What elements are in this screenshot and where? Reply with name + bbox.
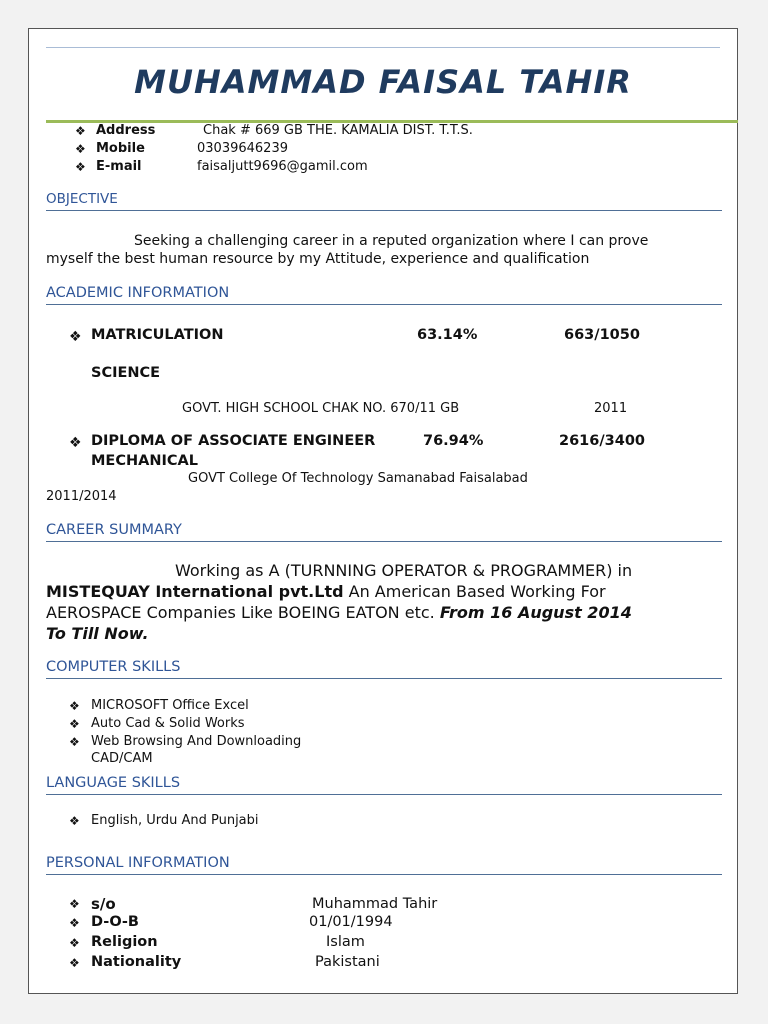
address-label: Address: [96, 123, 156, 138]
mobile-value: 03039646239: [197, 141, 288, 156]
nationality-value: Pakistani: [315, 954, 380, 970]
diploma-percent: 76.94%: [423, 433, 484, 449]
objective-text-line2: myself the best human resource by my Attitude, experience and qualification: [46, 251, 590, 267]
career-heading: CAREER SUMMARY: [46, 522, 722, 542]
mobile-label: Mobile: [96, 141, 145, 156]
bullet-icon: ❖: [69, 717, 80, 731]
bullet-icon: ❖: [69, 916, 80, 930]
top-divider: [46, 47, 720, 48]
career-line1: Working as A (TURNNING OPERATOR & PROGRAMMER) in: [175, 561, 633, 580]
email-value[interactable]: faisaljutt9696@gamil.com: [197, 159, 368, 174]
matric-percent: 63.14%: [417, 327, 478, 343]
address-value: Chak # 669 GB THE. KAMALIA DIST. T.T.S.: [203, 123, 473, 138]
bullet-icon: ❖: [75, 142, 86, 156]
diploma-marks: 2616/3400: [559, 433, 646, 449]
computer-skill-item: MICROSOFT Office Excel: [91, 698, 249, 713]
so-label: s/o: [91, 895, 116, 913]
bullet-icon: ❖: [75, 160, 86, 174]
bullet-icon: ❖: [69, 435, 82, 451]
diploma-school: GOVT College Of Technology Samanabad Faisalabad: [188, 471, 528, 486]
career-line2: [46, 582, 606, 601]
bullet-icon: ❖: [69, 956, 80, 970]
matric-marks: 663/1050: [564, 327, 640, 343]
nationality-label: Nationality: [91, 954, 182, 970]
resume-page: [28, 28, 738, 994]
bullet-icon: ❖: [75, 124, 86, 138]
career-line3-text: AEROSPACE Companies Like BOEING EATON etc.: [46, 603, 440, 622]
career-line3: [46, 603, 632, 622]
religion-label: Religion: [91, 934, 158, 950]
bullet-icon: ❖: [69, 699, 80, 713]
email-label: E-mail: [96, 159, 142, 174]
diploma-subtitle: MECHANICAL: [91, 453, 198, 469]
computer-skills-heading: COMPUTER SKILLS: [46, 659, 722, 679]
academic-heading: ACADEMIC INFORMATION: [46, 285, 722, 305]
bullet-icon: ❖: [69, 329, 82, 345]
company-name: MISTEQUAY International pvt.Ltd: [46, 582, 344, 601]
religion-value: Islam: [326, 934, 365, 950]
career-start-date: From 16 August 2014: [439, 603, 632, 622]
matric-title: MATRICULATION: [91, 327, 224, 343]
bullet-icon: ❖: [69, 735, 80, 749]
diploma-year: 2011/2014: [46, 489, 117, 504]
bullet-icon: ❖: [69, 936, 80, 950]
dob-label: D-O-B: [91, 914, 139, 930]
career-line2-rest: An American Based Working For: [343, 582, 606, 601]
matric-school: GOVT. HIGH SCHOOL CHAK NO. 670/11 GB: [182, 401, 460, 416]
diploma-title: DIPLOMA OF ASSOCIATE ENGINEER: [91, 433, 376, 449]
objective-text-line1: Seeking a challenging career in a reputed organization where I can prove: [134, 233, 649, 249]
computer-skill-continuation: CAD/CAM: [91, 751, 153, 766]
objective-heading: OBJECTIVE: [46, 191, 722, 211]
career-line4: To Till Now.: [46, 624, 149, 643]
candidate-name: MUHAMMAD FAISAL TAHIR: [134, 63, 632, 101]
so-value: Muhammad Tahir: [312, 896, 438, 912]
matric-year: 2011: [594, 401, 628, 416]
personal-info-heading: PERSONAL INFORMATION: [46, 855, 722, 875]
dob-value: 01/01/1994: [309, 914, 393, 930]
language-skills-heading: LANGUAGE SKILLS: [46, 775, 722, 795]
language-skill-item: English, Urdu And Punjabi: [91, 813, 259, 828]
computer-skill-item: Auto Cad & Solid Works: [91, 716, 245, 731]
matric-subtitle: SCIENCE: [91, 365, 161, 381]
computer-skill-item: Web Browsing And Downloading: [91, 734, 302, 749]
bullet-icon: ❖: [69, 814, 80, 828]
bullet-icon: ❖: [69, 897, 80, 911]
